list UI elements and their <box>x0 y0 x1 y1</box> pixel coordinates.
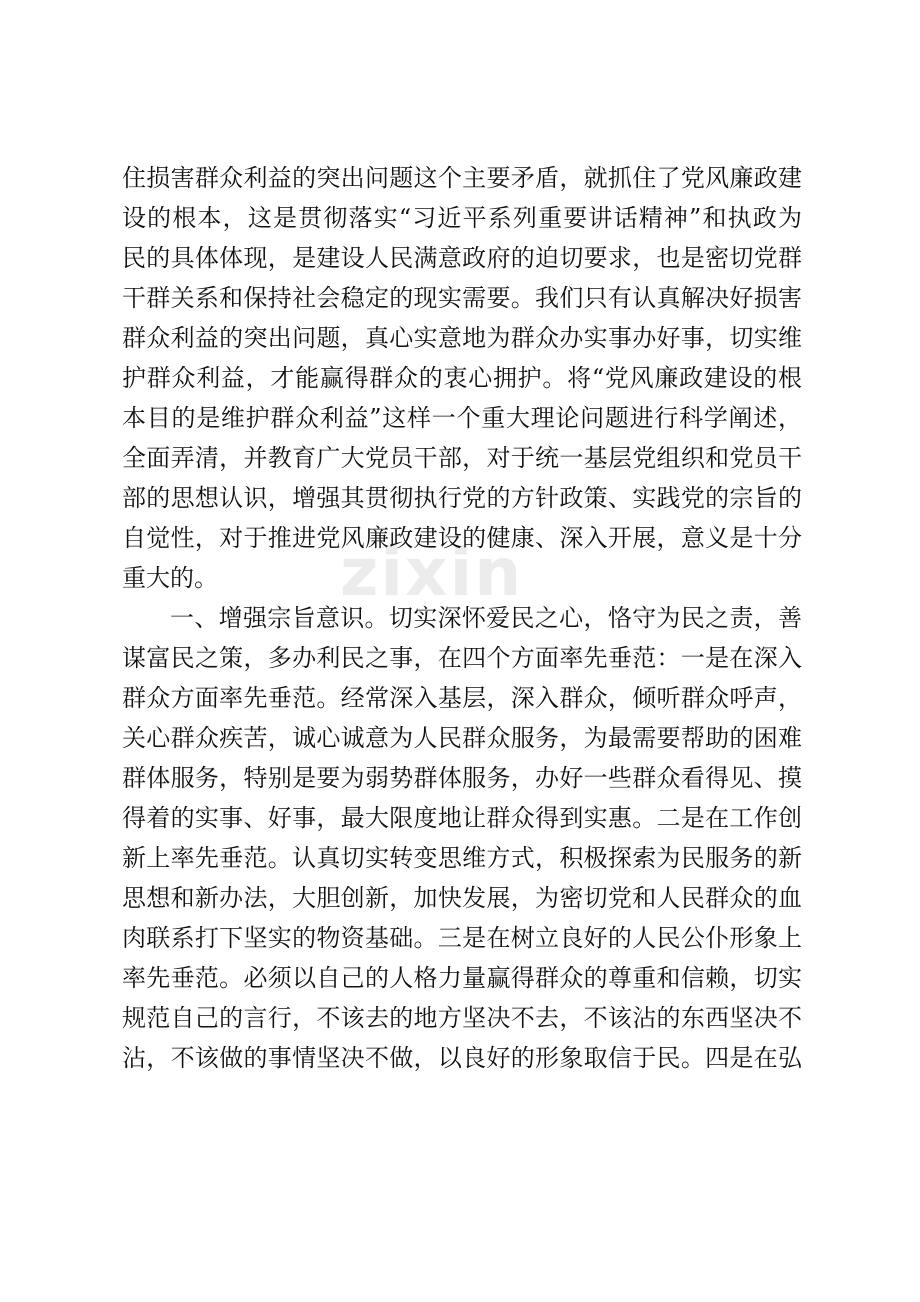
text-line: 肉联系打下坚实的物资基础。三是在树立良好的人民公仆形象上 <box>122 924 802 952</box>
text-line: 群体服务，特别是要为弱势群体服务，办好一些群众看得见、摸 <box>122 764 802 792</box>
text-line: 一、增强宗旨意识。切实深怀爱民之心，恪守为民之责，善 <box>170 604 802 632</box>
text-line: 得着的实事、好事，最大限度地让群众得到实惠。二是在工作创 <box>122 804 802 832</box>
text-line: 自觉性，对于推进党风廉政建设的健康、深入开展，意义是十分 <box>122 524 802 552</box>
text-line: 群众方面率先垂范。经常深入基层，深入群众，倾听群众呼声， <box>122 684 802 712</box>
text-line: 民的具体体现，是建设人民满意政府的迫切要求，也是密切党群 <box>122 244 802 272</box>
text-line: 规范自己的言行，不该去的地方坚决不去，不该沾的东西坚决不 <box>122 1004 802 1032</box>
text-line: 思想和新办法，大胆创新，加快发展，为密切党和人民群众的血 <box>122 884 802 912</box>
text-line: 住损害群众利益的突出问题这个主要矛盾，就抓住了党风廉政建 <box>122 164 802 192</box>
text-line: 率先垂范。必须以自己的人格力量赢得群众的尊重和信赖，切实 <box>122 964 802 992</box>
text-line: 护群众利益，才能赢得群众的衷心拥护。将“党风廉政建设的根 <box>122 364 802 392</box>
text-line: 谋富民之策，多办利民之事，在四个方面率先垂范：一是在深入 <box>122 644 802 672</box>
text-line: 干群关系和保持社会稳定的现实需要。我们只有认真解决好损害 <box>122 284 802 312</box>
document-body <box>122 158 802 1078</box>
paragraph-1 <box>122 158 802 598</box>
text-line: 设的根本，这是贯彻落实“习近平系列重要讲话精神”和执政为 <box>122 204 802 232</box>
text-line: 沾，不该做的事情坚决不做，以良好的形象取信于民。四是在弘 <box>122 1044 802 1072</box>
text-line: 部的思想认识，增强其贯彻执行党的方针政策、实践党的宗旨的 <box>122 484 802 512</box>
text-line: 本目的是维护群众利益”这样一个重大理论问题进行科学阐述， <box>122 404 802 432</box>
text-line: 重大的。 <box>122 564 218 592</box>
paragraph-2 <box>122 598 802 1078</box>
text-line: 关心群众疾苦，诚心诚意为人民群众服务，为最需要帮助的困难 <box>122 724 802 752</box>
watermark-logo: zixin <box>340 534 524 611</box>
text-line: 全面弄清，并教育广大党员干部，对于统一基层党组织和党员干 <box>122 444 802 472</box>
text-line: 群众利益的突出问题，真心实意地为群众办实事办好事，切实维 <box>122 324 802 352</box>
text-line: 新上率先垂范。认真切实转变思维方式，积极探索为民服务的新 <box>122 844 802 872</box>
